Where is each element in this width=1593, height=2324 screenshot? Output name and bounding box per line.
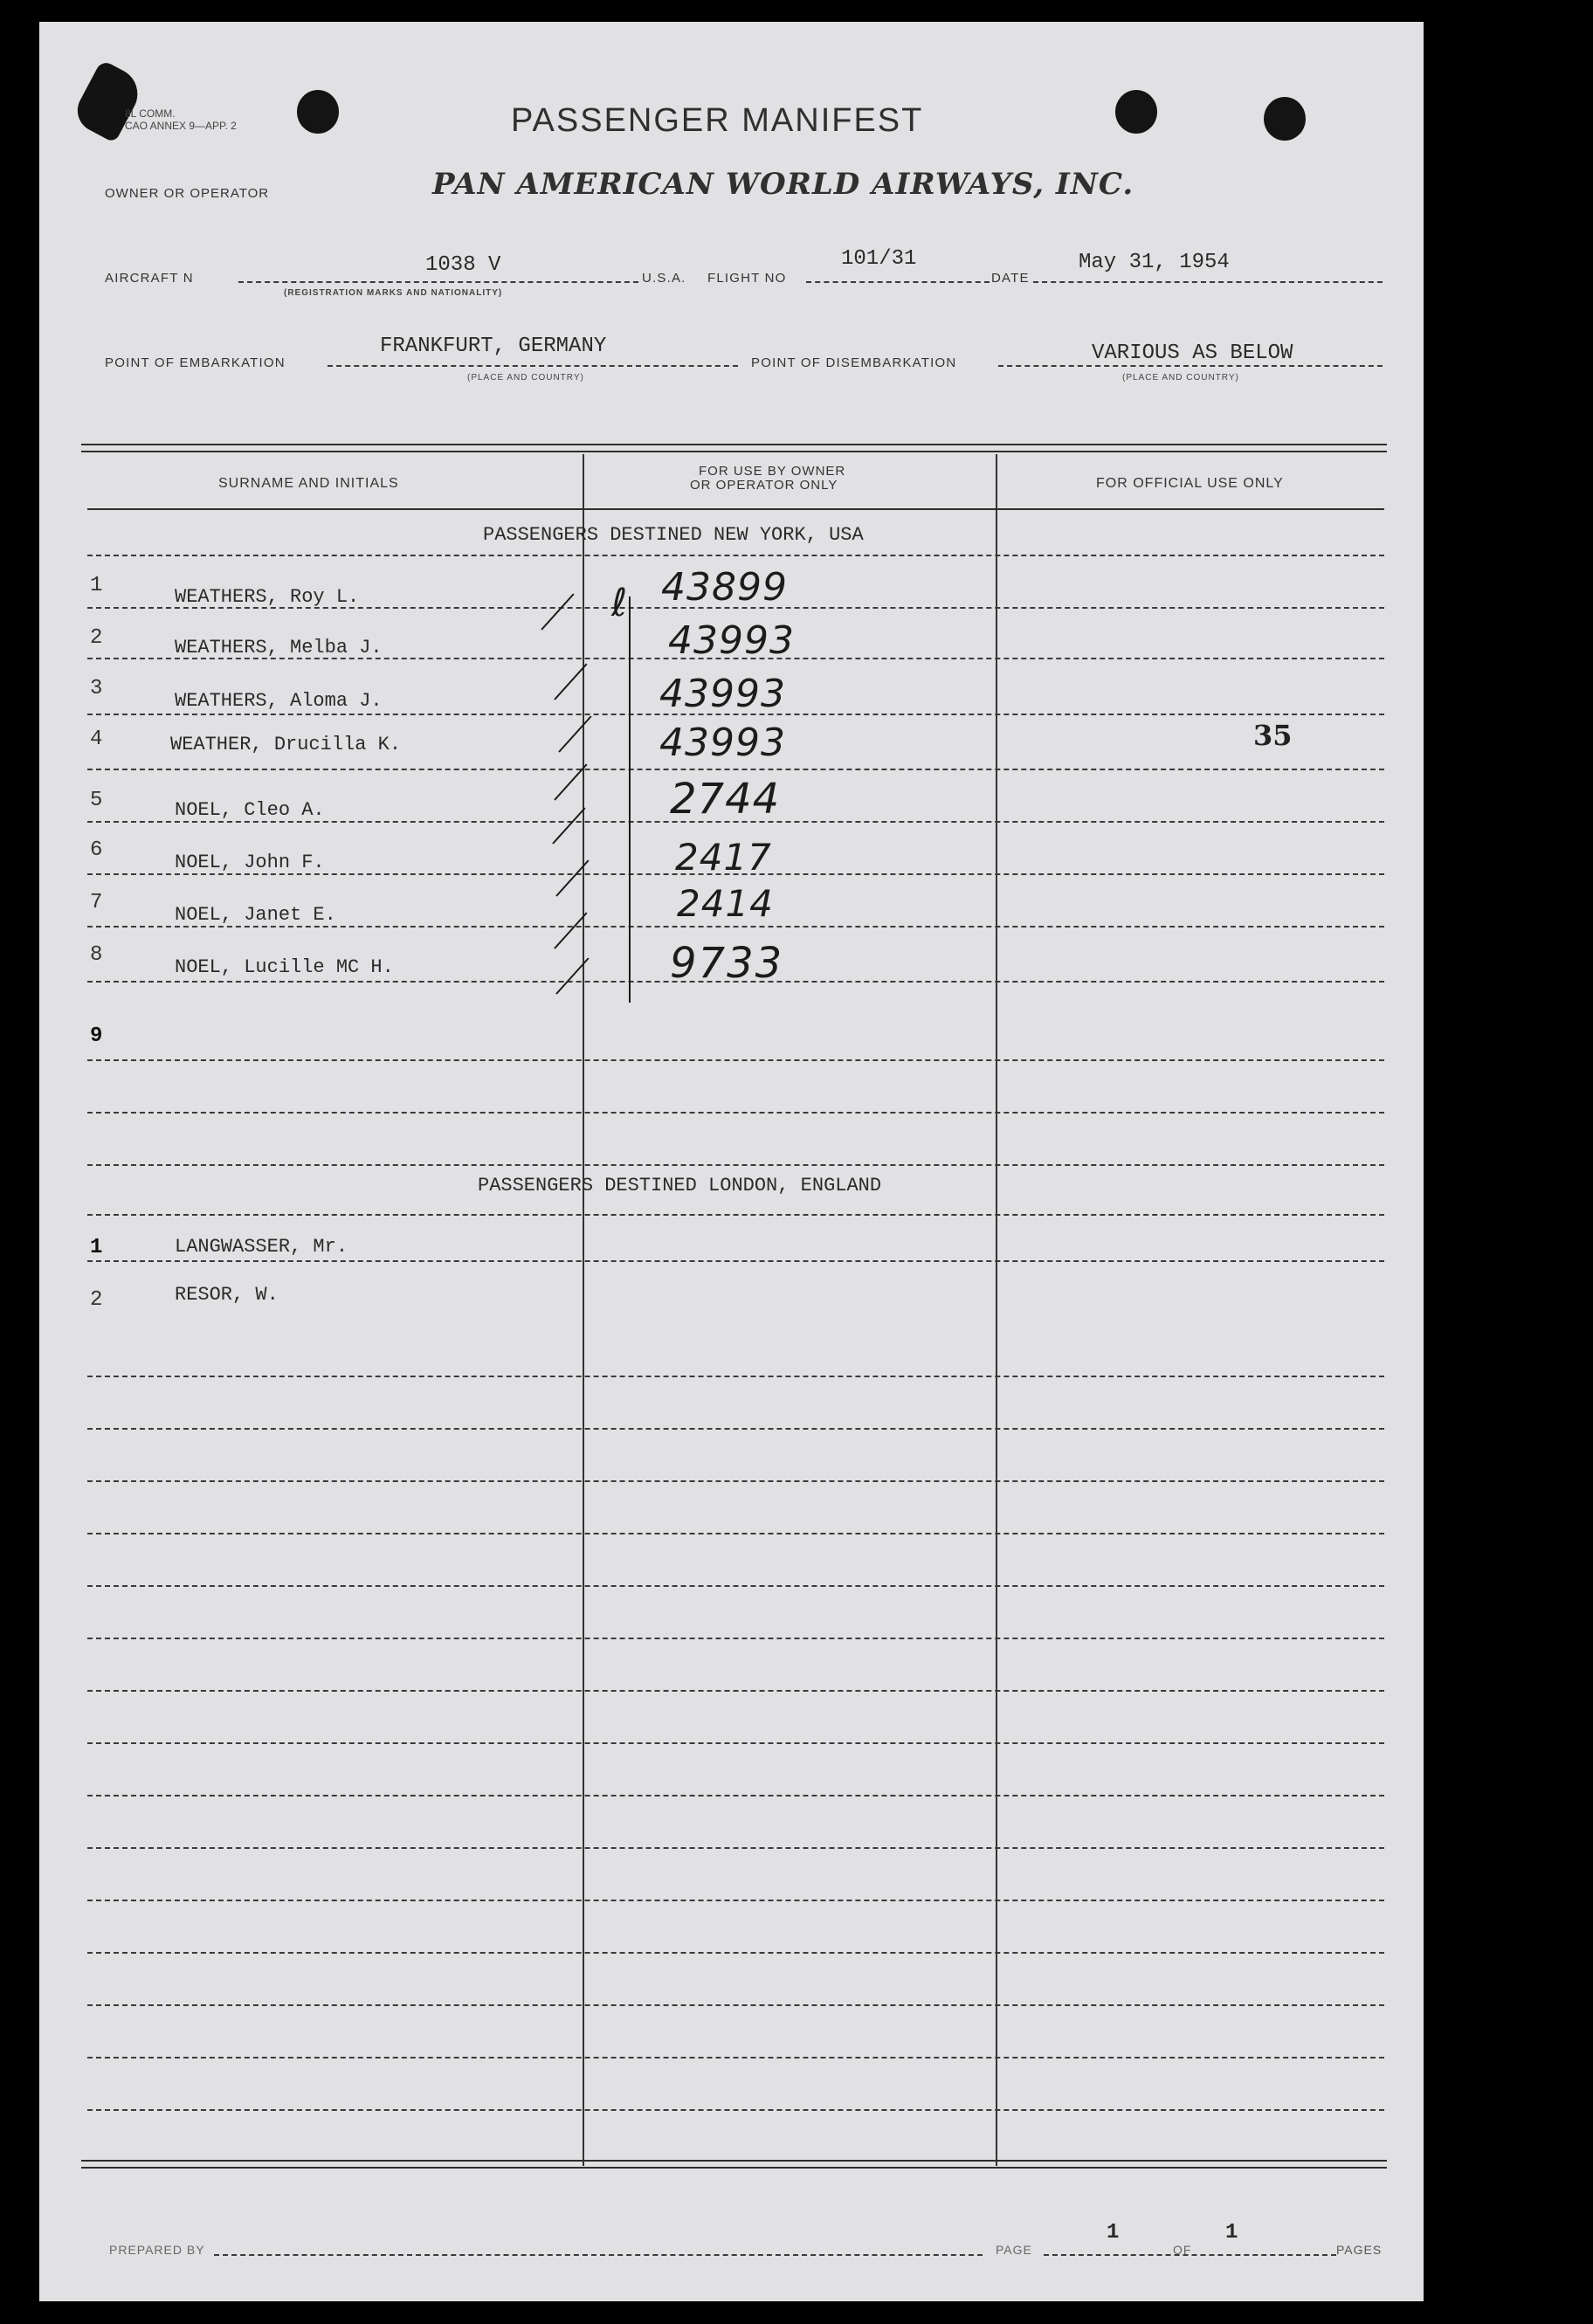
official-mark: 35: [1253, 719, 1293, 752]
handwritten-code: 2414: [677, 882, 774, 925]
table-top-rule-2: [81, 451, 1387, 452]
passenger-name: WEATHERS, Aloma J.: [175, 690, 383, 712]
passenger-name: NOEL, Lucille MC H.: [175, 956, 394, 978]
aircraft-value: 1038 V: [425, 253, 501, 277]
row-number: 1: [90, 1236, 103, 1259]
row-number: 4: [90, 728, 103, 751]
of-label: OF: [1173, 2243, 1192, 2257]
embarkation-sub: (PLACE AND COUNTRY): [467, 373, 584, 383]
page-label: PAGE: [996, 2243, 1032, 2257]
column-divider-2: [996, 454, 997, 2166]
section-heading-new-york: PASSENGERS DESTINED NEW YORK, USA: [483, 524, 864, 546]
stamp-line-1: 8L COMM.: [125, 107, 176, 120]
header-owner-use-2: OR OPERATOR ONLY: [690, 478, 838, 493]
row-rule: [87, 1059, 1384, 1061]
row-rule: [87, 1428, 1384, 1430]
row-rule: [87, 1690, 1384, 1692]
pages-label: PAGES: [1336, 2243, 1383, 2257]
row-rule: [87, 769, 1384, 770]
row-number: 1: [90, 574, 103, 597]
check-mark: [558, 715, 591, 752]
section-heading-london: PASSENGERS DESTINED LONDON, ENGLAND: [478, 1175, 882, 1196]
handwritten-code: 2417: [675, 836, 772, 879]
header-rule: [87, 508, 1384, 510]
flight-line: [806, 281, 990, 283]
row-number: 6: [90, 838, 103, 862]
page-title: PASSENGER MANIFEST: [511, 102, 924, 139]
row-rule: [87, 1164, 1384, 1166]
passenger-name: WEATHER, Drucilla K.: [170, 734, 402, 755]
handwritten-code: 43993: [659, 672, 786, 716]
row-rule: [87, 873, 1384, 875]
passenger-name: NOEL, John F.: [175, 852, 325, 873]
row-rule: [87, 2057, 1384, 2058]
row-number: 8: [90, 943, 103, 967]
row-number: 9: [90, 1024, 103, 1048]
header-owner-use-1: FOR USE BY OWNER: [699, 464, 846, 479]
row-rule: [87, 714, 1384, 715]
row-number: 5: [90, 789, 103, 812]
row-rule: [87, 926, 1384, 928]
row-rule: [87, 555, 1384, 556]
page-count: 1: [1225, 2221, 1238, 2245]
header-official: FOR OFFICIAL USE ONLY: [1096, 476, 1284, 491]
date-label: DATE: [991, 271, 1030, 286]
row-rule: [87, 1900, 1384, 1901]
aircraft-label: AIRCRAFT N: [105, 271, 194, 286]
header-surname: SURNAME AND INITIALS: [218, 476, 399, 491]
row-rule: [87, 1260, 1384, 1262]
check-bracket: [629, 597, 631, 1003]
passenger-name: RESOR, W.: [175, 1284, 279, 1306]
row-number: 2: [90, 626, 103, 650]
prepared-by-label: PREPARED BY: [109, 2243, 205, 2257]
punch-hole-left: [297, 90, 339, 134]
row-rule: [87, 1952, 1384, 1954]
disembarkation-line: [998, 365, 1383, 367]
handwritten-code: 2744: [670, 775, 781, 824]
initials-scribble: ℓ: [611, 581, 628, 625]
passenger-name: NOEL, Cleo A.: [175, 799, 325, 821]
prepared-by-line: [214, 2254, 983, 2256]
embarkation-label: POINT OF EMBARKATION: [105, 355, 286, 370]
table-top-rule-1: [81, 444, 1387, 445]
page-count-line: [1044, 2254, 1336, 2256]
date-value: May 31, 1954: [1079, 251, 1230, 274]
page-number: 1: [1107, 2221, 1120, 2245]
table-bottom-rule-1: [81, 2160, 1387, 2162]
row-rule: [87, 1480, 1384, 1482]
check-mark: [541, 593, 574, 630]
row-rule: [87, 1795, 1384, 1796]
manifest-page: [39, 22, 1424, 2301]
row-number: 7: [90, 891, 103, 914]
punch-hole-right-2: [1264, 97, 1306, 141]
column-divider-1: [583, 454, 584, 2166]
row-rule: [87, 1847, 1384, 1849]
row-rule: [87, 1112, 1384, 1114]
punch-hole-right-1: [1115, 90, 1157, 134]
row-rule: [87, 2004, 1384, 2006]
row-rule: [87, 607, 1384, 609]
disembarkation-label: POINT OF DISEMBARKATION: [751, 355, 957, 370]
passenger-name: WEATHERS, Roy L.: [175, 586, 360, 608]
table-bottom-rule-2: [81, 2167, 1387, 2169]
stamp-line-2: CAO ANNEX 9—APP. 2: [125, 120, 237, 132]
row-rule: [87, 1638, 1384, 1639]
form-stamp: [125, 107, 237, 132]
aircraft-line: [238, 281, 638, 283]
row-rule: [87, 658, 1384, 659]
row-rule: [87, 981, 1384, 983]
flight-label: FLIGHT NO: [707, 271, 787, 286]
row-number: 2: [90, 1288, 103, 1312]
embarkation-line: [328, 365, 738, 367]
row-rule: [87, 1742, 1384, 1744]
row-rule: [87, 1214, 1384, 1216]
handwritten-code: 43899: [661, 565, 788, 610]
check-mark: [552, 807, 585, 844]
date-line: [1033, 281, 1383, 283]
operator-name: PAN AMERICAN WORLD AIRWAYS, INC.: [432, 167, 1134, 202]
aircraft-sub: (REGISTRATION MARKS AND NATIONALITY): [284, 288, 503, 298]
passenger-name: LANGWASSER, Mr.: [175, 1236, 348, 1258]
row-rule: [87, 2109, 1384, 2111]
aircraft-country: U.S.A.: [642, 271, 686, 286]
embarkation-value: FRANKFURT, GERMANY: [380, 334, 607, 358]
passenger-name: WEATHERS, Melba J.: [175, 637, 383, 659]
row-rule: [87, 1376, 1384, 1377]
row-rule: [87, 1585, 1384, 1587]
row-rule: [87, 821, 1384, 823]
disembarkation-value: VARIOUS AS BELOW: [1092, 341, 1293, 365]
passenger-name: NOEL, Janet E.: [175, 904, 336, 926]
disembarkation-sub: (PLACE AND COUNTRY): [1122, 373, 1239, 383]
flight-value: 101/31: [841, 247, 917, 271]
handwritten-code: 9733: [670, 939, 784, 988]
handwritten-code: 43993: [659, 721, 786, 765]
row-number: 3: [90, 677, 103, 700]
owner-label: OWNER OR OPERATOR: [105, 186, 270, 201]
row-rule: [87, 1533, 1384, 1534]
handwritten-code: 43993: [668, 618, 795, 663]
